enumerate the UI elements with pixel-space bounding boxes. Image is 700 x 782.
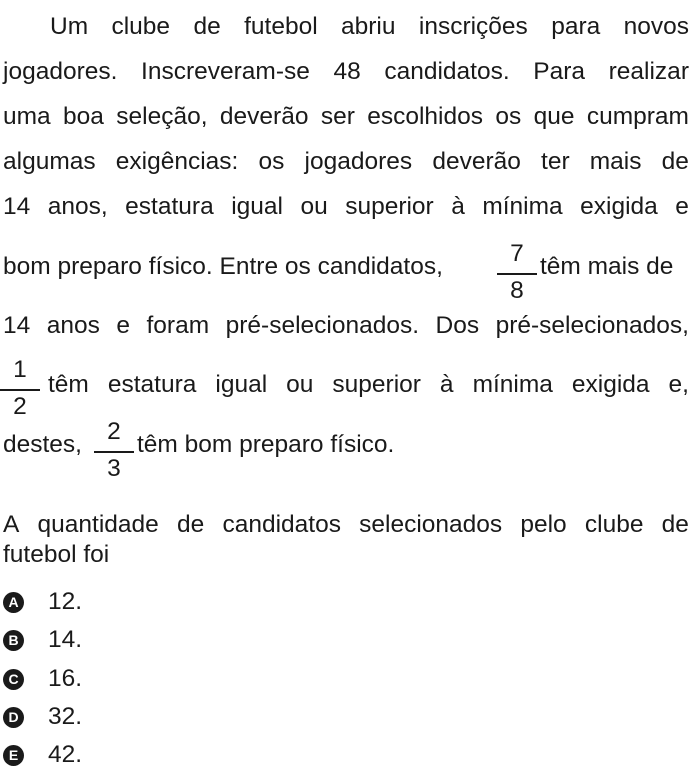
option-b[interactable] — [3, 626, 83, 654]
option-d-text: 32. — [48, 703, 83, 730]
option-d[interactable] — [3, 703, 83, 731]
word: exigida — [580, 193, 658, 220]
word: novos — [623, 13, 689, 40]
word: exigências: — [115, 148, 239, 175]
option-e-letter-badge: E — [3, 745, 24, 766]
word: ter — [541, 148, 570, 175]
word: abriu — [341, 13, 396, 40]
word: pelo — [520, 511, 567, 538]
word: jogadores. — [3, 58, 118, 85]
word: de — [661, 148, 689, 175]
word: ou — [300, 193, 328, 220]
word: realizar — [608, 58, 689, 85]
word: para — [551, 13, 601, 40]
option-a-text: 12. — [48, 588, 83, 615]
word: igual — [215, 371, 268, 398]
question-line-9-after: têm bom preparo físico. — [137, 431, 395, 458]
question-line-5 — [3, 192, 689, 222]
word: igual — [231, 193, 283, 220]
word: clube — [584, 511, 644, 538]
word: cumpram — [586, 103, 689, 130]
word: à — [451, 193, 465, 220]
word: mais — [589, 148, 642, 175]
question-line-9-before: destes, — [3, 431, 82, 458]
word: A — [3, 511, 20, 538]
word: Inscreveram-se — [141, 58, 310, 85]
word: exigida — [571, 371, 650, 398]
option-e-text: 42. — [48, 741, 83, 768]
word: boa — [63, 103, 104, 130]
option-d-letter-badge: D — [3, 707, 24, 728]
word: que — [533, 103, 575, 130]
word: clube — [111, 13, 171, 40]
word: 14 — [3, 193, 31, 220]
prompt-line-2: futebol foi — [3, 541, 110, 568]
word: uma — [3, 103, 51, 130]
word: seleção, — [116, 103, 208, 130]
word: Para — [533, 58, 586, 85]
word: deverão — [219, 103, 309, 130]
option-a-letter-badge: A — [3, 592, 24, 613]
question-line-4 — [3, 147, 689, 177]
question-line-6-before: bom preparo físico. Entre os candidatos, — [3, 253, 443, 280]
word: de — [193, 13, 221, 40]
question-line-2 — [3, 57, 689, 87]
word: de — [176, 511, 205, 538]
word: estatura — [125, 193, 214, 220]
word: quantidade — [37, 511, 159, 538]
word: Dos — [435, 312, 480, 339]
word: ou — [286, 371, 314, 398]
word: jogadores — [304, 148, 413, 175]
fraction-denominator: 3 — [107, 455, 121, 482]
word: escolhidos — [367, 103, 483, 130]
word: 48 — [333, 58, 361, 85]
word: à — [439, 371, 454, 398]
word: deverão — [432, 148, 521, 175]
option-c-text: 16. — [48, 665, 83, 692]
option-c[interactable] — [3, 665, 83, 693]
word: mínima — [472, 371, 553, 398]
word: foram — [146, 312, 210, 339]
fraction-numerator: 2 — [107, 418, 121, 445]
word: superior — [345, 193, 434, 220]
word: estatura — [107, 371, 197, 398]
word: têm — [48, 371, 89, 398]
fraction-denominator: 8 — [510, 277, 524, 304]
word: anos, — [47, 193, 108, 220]
word: de — [661, 511, 689, 538]
word: candidatos — [222, 511, 341, 538]
word: 14 — [3, 312, 31, 339]
word: e, — [668, 371, 689, 398]
option-b-text: 14. — [48, 626, 83, 653]
prompt-line-1 — [3, 510, 689, 540]
word: pré-selecionados, — [495, 312, 689, 339]
option-a[interactable] — [3, 588, 83, 616]
word: algumas — [3, 148, 96, 175]
fraction-numerator: 7 — [510, 240, 524, 267]
option-b-letter-badge: B — [3, 630, 24, 651]
question-line-6-after: têm mais de — [540, 253, 674, 280]
word: e — [675, 193, 689, 220]
word: os — [495, 103, 522, 130]
word: mínima — [482, 193, 563, 220]
word: Um — [50, 13, 89, 40]
fraction-bar — [497, 273, 537, 275]
word: inscrições — [418, 13, 528, 40]
fraction-denominator: 2 — [13, 393, 27, 420]
word: e — [116, 312, 131, 339]
word: superior — [332, 371, 421, 398]
question-line-8 — [48, 370, 689, 400]
question-line-7 — [3, 311, 689, 341]
word: pré-selecionados. — [225, 312, 420, 339]
word: futebol — [244, 13, 318, 40]
question-line-1 — [50, 12, 689, 42]
fraction-bar — [94, 451, 134, 453]
fraction-numerator: 1 — [13, 356, 27, 383]
word: selecionados — [359, 511, 503, 538]
word: os — [258, 148, 285, 175]
word: candidatos. — [384, 58, 510, 85]
question-line-3 — [3, 102, 689, 132]
word: anos — [46, 312, 100, 339]
option-c-letter-badge: C — [3, 669, 24, 690]
word: ser — [320, 103, 355, 130]
option-e[interactable] — [3, 741, 83, 769]
fraction-bar — [0, 389, 40, 391]
